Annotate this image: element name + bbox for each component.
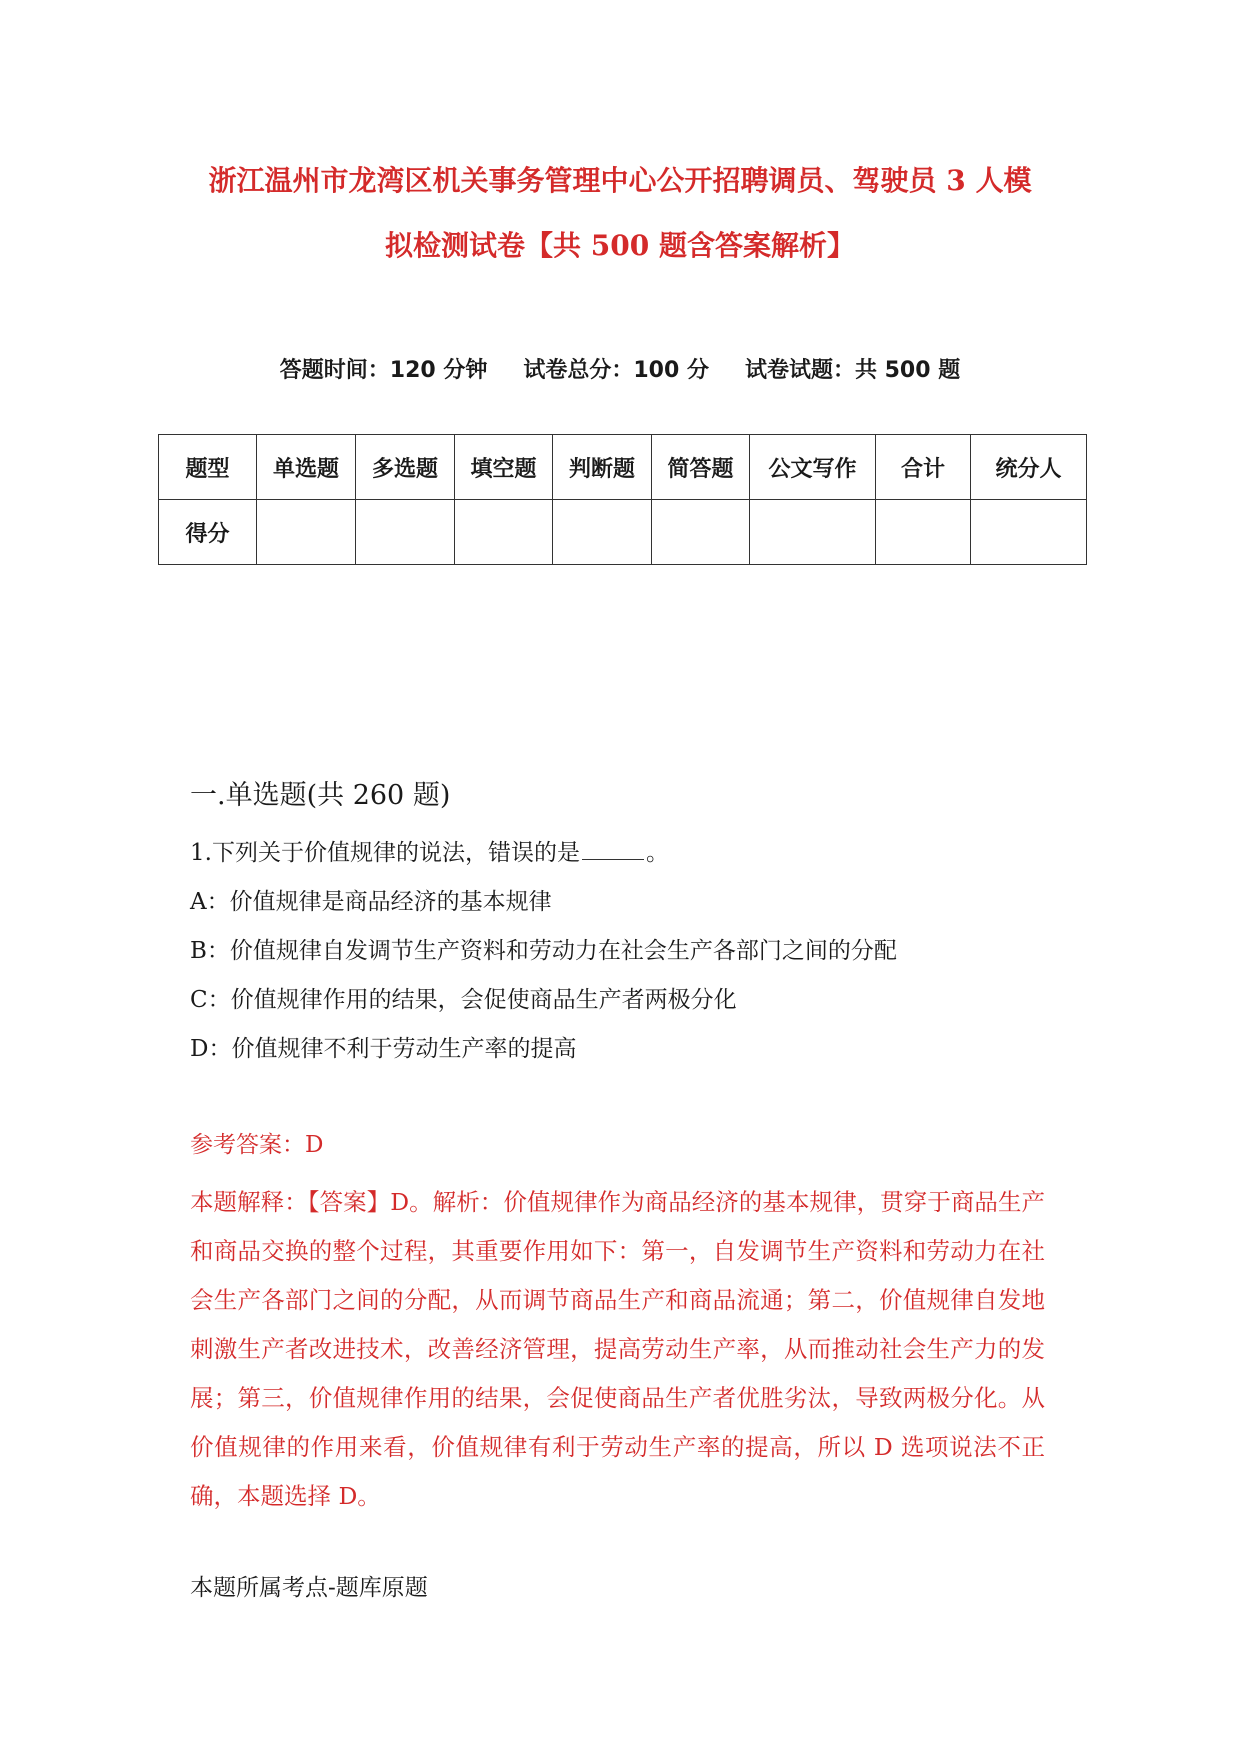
table-header-cell: 判断题 (553, 435, 652, 500)
exam-question-count: 试卷试题：共 500 题 (744, 358, 961, 383)
table-header-cell: 填空题 (455, 435, 553, 500)
score-cell (750, 500, 876, 565)
score-cell (971, 500, 1087, 565)
question-stem-text: 1.下列关于价值规律的说法，错误的是 (190, 840, 580, 866)
option-b: B：价值规律自发调节生产资料和劳动力在社会生产各部门之间的分配 (190, 938, 897, 964)
exam-meta (0, 356, 1240, 386)
option-a: A：价值规律是商品经济的基本规律 (190, 889, 552, 915)
document-title-line-2: 拟检测试卷【共 500 题含答案解析】 (385, 229, 855, 262)
exam-total-score: 试卷总分：100 分 (523, 358, 709, 383)
table-row-label: 得分 (159, 500, 257, 565)
score-cell (257, 500, 356, 565)
score-cell (652, 500, 750, 565)
option-c: C：价值规律作用的结果，会促使商品生产者两极分化 (190, 987, 737, 1013)
answer-explanation: 本题解释：【答案】D。解析：价值规律作为商品经济的基本规律，贯穿于商品生产和商品交换的整个过程，其重要作用如下：第一，自发调节生产资料和劳动力在社会生产各部门之间的分配，从而调节商品生产和商品流通；第二，价值规律自发地刺激生产者改进技术，改善经济管理，提高劳动生产率，从而推动社会生产力的发展；第三，价值规律作用的结果，会促使商品生产者优胜劣汰，导致两极分化。从价值规律的作用来看，价值规律有利于劳动生产率的提高，所以 D 选项说法不正确，本题选择 D。 (190, 1188, 1045, 1510)
table-header-cell: 简答题 (652, 435, 750, 500)
score-table-header-row (159, 435, 1087, 500)
score-cell (876, 500, 971, 565)
table-header-cell: 公文写作 (750, 435, 876, 500)
question-stem-end: 。 (645, 840, 669, 866)
exam-time: 答题时间：120 分钟 (279, 358, 488, 383)
score-cell (455, 500, 553, 565)
section-title: 一.单选题(共 260 题) (190, 780, 451, 811)
document-title-line-1: 浙江温州市龙湾区机关事务管理中心公开招聘调员、驾驶员 3 人模 (208, 164, 1032, 197)
table-header-cell: 单选题 (257, 435, 356, 500)
reference-answer: 参考答案：D (190, 1132, 324, 1158)
table-header-cell: 统分人 (971, 435, 1087, 500)
option-d: D：价值规律不利于劳动生产率的提高 (190, 1036, 577, 1062)
table-header-cell: 合计 (876, 435, 971, 500)
score-cell (553, 500, 652, 565)
knowledge-point: 本题所属考点-题库原题 (190, 1575, 428, 1601)
table-header-cell: 多选题 (356, 435, 455, 500)
answer-blank (582, 837, 644, 860)
score-table-score-row (159, 500, 1087, 565)
score-cell (356, 500, 455, 565)
question-stem (190, 837, 669, 869)
score-table (158, 434, 1087, 565)
table-header-cell: 题型 (159, 435, 257, 500)
